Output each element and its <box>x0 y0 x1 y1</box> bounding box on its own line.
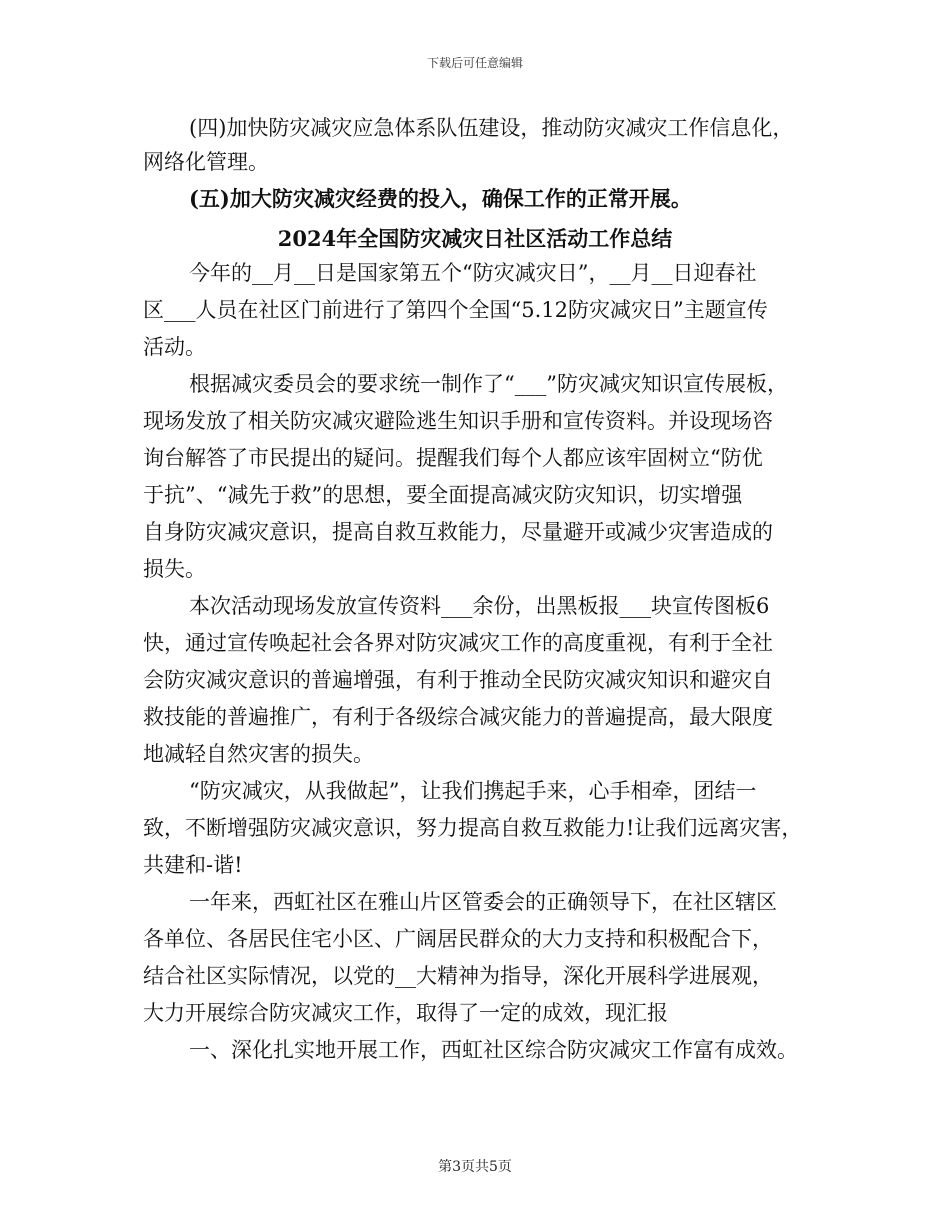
text-line: 根据减灾委员会的要求统一制作了“___”防灾减灾知识宣传展板， <box>189 372 788 396</box>
text-line: 询台解答了市民提出的疑问。提醒我们每个人都应该牢固树立“防优 <box>143 446 763 470</box>
text-line: 一、深化扎实地开展工作，西虹社区综合防灾减灾工作富有成效。 <box>189 1038 798 1062</box>
text-line: 现场发放了相关防灾减灾避险逃生知识手册和宣传资料。并设现场咨 <box>143 409 773 433</box>
page-number: 第3页共5页 <box>438 1159 512 1175</box>
text-line: “防灾减灾，从我做起”，让我们携起手来，心手相牵，团结一 <box>189 779 757 803</box>
text-line: 本次活动现场发放宣传资料___余份，出黑板报___块宣传图板6 <box>189 594 770 618</box>
text-line: 共建和-谐! <box>143 853 243 877</box>
text-line: 大力开展综合防灾减灾工作，取得了一定的成效，现汇报 <box>143 1001 668 1025</box>
text-line: 于抗”、“减先于救”的思想，要全面提高减灾防灾知识，切实增强 <box>143 483 743 507</box>
text-line: 会防灾减灾意识的普遍增强，有利于推动全民防灾减灾知识和避灾自 <box>143 668 773 692</box>
section-title: 2024年全国防灾减灾日社区活动工作总结 <box>277 226 673 251</box>
text-line: 网络化管理。 <box>143 150 269 174</box>
text-line: 区___人员在社区门前进行了第四个全国“5.12防灾减灾日”主题宣传 <box>143 298 768 322</box>
text-line: 快，通过宣传唤起社会各界对防灾减灾工作的高度重视，有利于全社 <box>143 631 773 655</box>
text-line: 活动。 <box>143 335 206 359</box>
text-line-bold: (五)加大防灾减灾经费的投入，确保工作的正常开展。 <box>189 186 692 211</box>
text-line: 救技能的普遍推广，有利于各级综合减灾能力的普遍提高，最大限度 <box>143 705 773 729</box>
text-line: 今年的__月__日是国家第五个“防灾减灾日”，__月__日迎春社 <box>189 261 757 285</box>
header-note: 下载后可任意编辑 <box>426 56 523 70</box>
text-line: 各单位、各居民住宅小区、广阔居民群众的大力支持和积极配合下， <box>143 927 773 951</box>
text-line: 自身防灾减灾意识，提高自救互救能力，尽量避开或减少灾害造成的 <box>143 520 773 544</box>
text-line: 地减轻自然灾害的损失。 <box>143 742 374 766</box>
text-line: 结合社区实际情况，以党的__大精神为指导，深化开展科学进展观， <box>143 964 773 988</box>
text-line: 损失。 <box>143 557 206 581</box>
text-line: 一年来，西虹社区在雅山片区管委会的正确领导下，在社区辖区 <box>189 890 777 914</box>
text-line: (四)加快防灾减灾应急体系队伍建设，推动防灾减灾工作信息化， <box>189 116 794 140</box>
text-line: 致，不断增强防灾减灾意识，努力提高自救互救能力!让我们远离灾害， <box>143 816 803 840</box>
